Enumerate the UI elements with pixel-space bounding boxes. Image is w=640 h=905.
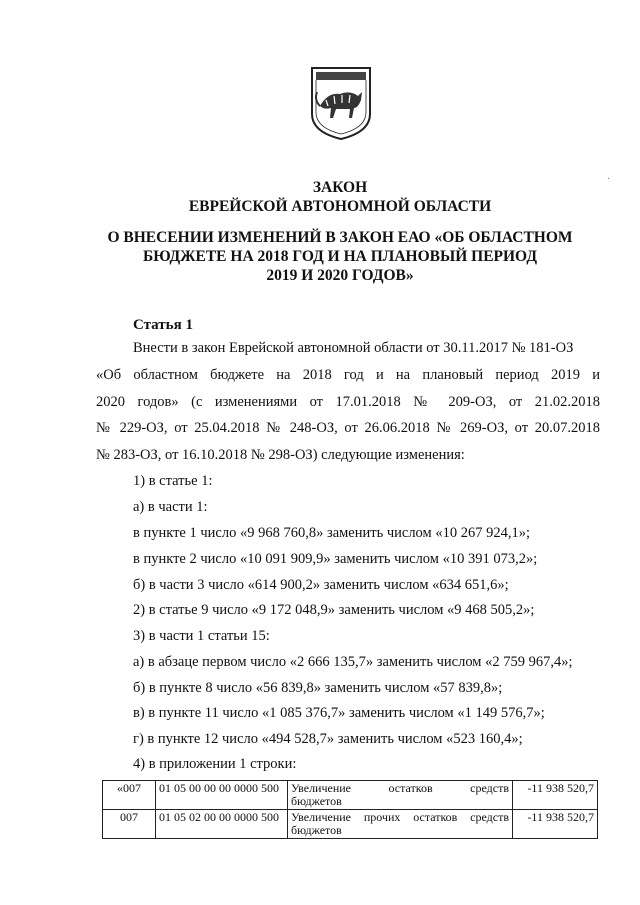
article-title: Статья 1 xyxy=(133,317,193,333)
description-line: Увеличение остатков средств xyxy=(291,781,509,795)
budget-code-cell: 01 05 02 00 00 0000 500 xyxy=(156,810,288,839)
amount-cell: -11 938 520,7 xyxy=(513,810,598,839)
appendix-table xyxy=(102,780,598,839)
margin-mark: · xyxy=(607,174,611,185)
admin-code-cell: «007 xyxy=(103,781,156,810)
description-cell xyxy=(288,810,513,839)
amendment-item: в) в пункте 11 число «1 085 376,7» заменить числом «1 149 576,7»; xyxy=(133,705,545,721)
law-subtitle-line: 2019 И 2020 ГОДОВ» xyxy=(266,267,414,284)
description-line: бюджетов xyxy=(291,794,342,808)
law-subtitle xyxy=(80,228,600,285)
amendment-item: в пункте 1 число «9 968 760,8» заменить числом «10 267 924,1»; xyxy=(133,525,530,541)
intro-line: 2020 годов» (с изменениями от 17.01.2018 № 209-ОЗ, от 21.02.2018 xyxy=(96,394,600,410)
admin-code-cell: 007 xyxy=(103,810,156,839)
budget-code-cell: 01 05 00 00 00 0000 500 xyxy=(156,781,288,810)
table-row xyxy=(103,781,598,810)
amendment-item: а) в абзаце первом число «2 666 135,7» заменить числом «2 759 967,4»; xyxy=(133,654,573,670)
amendment-item: а) в части 1: xyxy=(133,499,208,515)
law-title-line: ЕВРЕЙСКОЙ АВТОНОМНОЙ ОБЛАСТИ xyxy=(188,198,492,215)
amendment-item: б) в пункте 8 число «56 839,8» заменить числом «57 839,8»; xyxy=(133,680,503,696)
amendment-item: 2) в статье 9 число «9 172 048,9» заменить числом «9 468 505,2»; xyxy=(133,602,535,618)
amendment-item: 1) в статье 1: xyxy=(133,473,213,489)
law-title xyxy=(80,178,600,216)
coat-of-arms-emblem xyxy=(306,62,376,142)
table-row xyxy=(103,810,598,839)
amendment-item: г) в пункте 12 число «494 528,7» заменить числом «523 160,4»; xyxy=(133,731,523,747)
description-cell xyxy=(288,781,513,810)
intro-line: «Об областном бюджете на 2018 год и на плановый период 2019 и xyxy=(96,367,600,383)
law-title-line: ЗАКОН xyxy=(312,179,368,196)
amendment-item: 3) в части 1 статьи 15: xyxy=(133,628,270,644)
intro-line: № 229-ОЗ, от 25.04.2018 № 248-ОЗ, от 26.06.2018 № 269-ОЗ, от 20.07.2018 xyxy=(96,420,600,436)
amendment-item: 4) в приложении 1 строки: xyxy=(133,756,297,772)
law-subtitle-line: БЮДЖЕТЕ НА 2018 ГОД И НА ПЛАНОВЫЙ ПЕРИОД xyxy=(142,248,538,265)
description-line: бюджетов xyxy=(291,823,342,837)
description-line: Увеличение прочих остатков средств xyxy=(291,810,509,824)
amendment-item: б) в части 3 число «614 900,2» заменить числом «634 651,6»; xyxy=(133,577,509,593)
amendment-item: в пункте 2 число «10 091 909,9» заменить числом «10 391 073,2»; xyxy=(133,551,538,567)
law-subtitle-line: О ВНЕСЕНИИ ИЗМЕНЕНИЙ В ЗАКОН ЕАО «ОБ ОБЛАСТНОМ xyxy=(107,229,573,246)
amount-cell: -11 938 520,7 xyxy=(513,781,598,810)
intro-line: Внести в закон Еврейской автономной области от 30.11.2017 № 181-ОЗ xyxy=(133,340,574,356)
intro-line: № 283-ОЗ, от 16.10.2018 № 298-ОЗ) следующие изменения: xyxy=(96,447,465,463)
